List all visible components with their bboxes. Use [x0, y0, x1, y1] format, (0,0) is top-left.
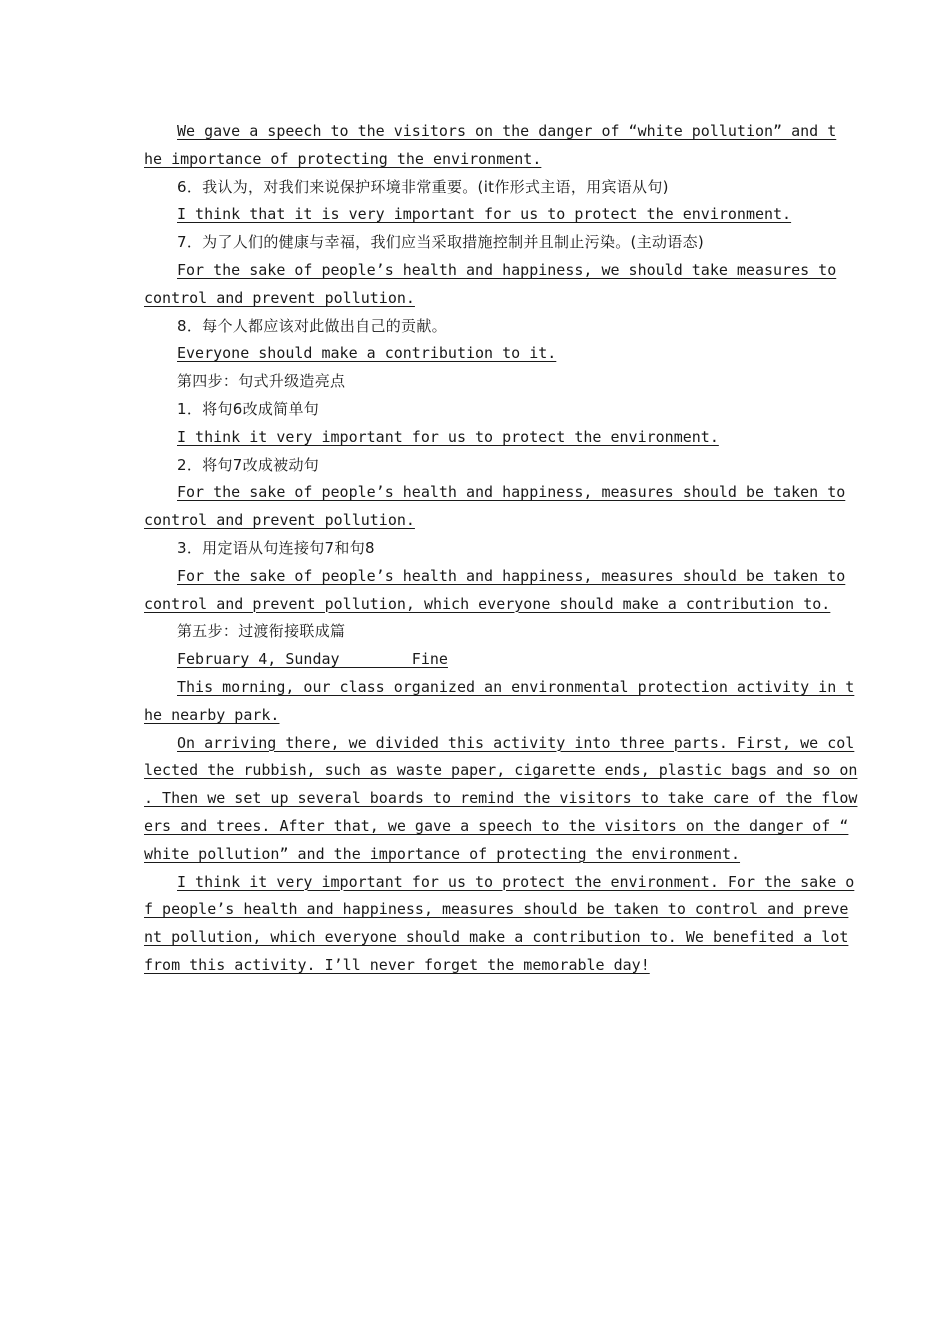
answer-text: I think that it is very important for us to protect the environment. — [177, 205, 792, 224]
text-line — [144, 396, 808, 424]
text-line — [144, 841, 808, 869]
text-line — [144, 424, 808, 452]
answer-text: I think it very important for us to protect the environment. — [177, 427, 719, 446]
text-line — [144, 563, 846, 591]
text-line — [144, 591, 831, 619]
question-text: 7．为了人们的健康与幸福，我们应当采取措施控制并且制止污染。(主动语态) — [177, 233, 705, 252]
text-line — [144, 730, 855, 758]
essay-text: On arriving there, we divided this activity into three parts. First, we col — [177, 733, 855, 752]
text-line — [144, 452, 808, 480]
text-line — [144, 702, 808, 730]
essay-text: I think it very important for us to protect the environment. For the sake o — [177, 872, 855, 891]
essay-text: ers and trees. After that, we gave a speech to the visitors on the danger of “ — [144, 816, 849, 835]
essay-text: he nearby park. — [144, 705, 280, 724]
text-line — [144, 201, 808, 229]
text-line — [144, 813, 849, 841]
answer-text: For the sake of people’s health and happiness, measures should be taken to — [177, 483, 846, 502]
text-line — [144, 869, 855, 897]
essay-text: from this activity. I’ll never forget the memorable day! — [144, 955, 650, 974]
essay-text: This morning, our class organized an environmental protection activity in t — [177, 677, 855, 696]
text-line — [144, 340, 808, 368]
text-line — [144, 646, 808, 674]
essay-text: nt pollution, which everyone should make a contribution to. We benefited a lot — [144, 928, 849, 947]
question-text: 6．我认为，对我们来说保护环境非常重要。(it作形式主语，用宾语从句) — [177, 177, 669, 196]
text-line — [144, 229, 808, 257]
text-line — [144, 618, 808, 646]
text-line — [144, 285, 808, 313]
text-line — [144, 146, 808, 174]
text-line — [144, 757, 858, 785]
answer-text: Everyone should make a contribution to it. — [177, 344, 557, 363]
text-line — [144, 952, 808, 980]
essay-text: lected the rubbish, such as waste paper, cigarette ends, plastic bags and so on — [144, 761, 858, 780]
document-page — [144, 118, 858, 980]
text-line — [144, 674, 855, 702]
essay-text: white pollution” and the importance of protecting the environment. — [144, 844, 741, 863]
text-line — [144, 313, 808, 341]
question-text: 2．将句7改成被动句 — [177, 455, 320, 474]
essay-text: f people’s health and happiness, measures should be taken to control and preve — [144, 900, 849, 919]
text-line — [144, 896, 849, 924]
answer-text: control and prevent pollution. — [144, 288, 415, 307]
question-text: 3．用定语从句连接句7和句8 — [177, 538, 375, 557]
question-text: 1．将句6改成简单句 — [177, 399, 320, 418]
section-heading: 第五步：过渡衔接联成篇 — [177, 622, 346, 641]
text-line — [144, 118, 837, 146]
question-text: 8．每个人都应该对此做出自己的贡献。 — [177, 316, 447, 335]
text-line — [144, 368, 808, 396]
text-line — [144, 507, 808, 535]
text-line — [144, 479, 846, 507]
answer-text: We gave a speech to the visitors on the danger of “white pollution” and t — [177, 122, 837, 140]
answer-text: For the sake of people’s health and happiness, we should take measures to — [177, 260, 837, 279]
text-line — [144, 535, 808, 563]
answer-text: control and prevent pollution, which everyone should make a contribution to. — [144, 594, 831, 613]
section-heading: 第四步：句式升级造亮点 — [177, 372, 346, 391]
text-line — [144, 785, 858, 813]
text-line — [144, 924, 849, 952]
diary-date: February 4, Sunday Fine — [177, 650, 448, 669]
answer-text: control and prevent pollution. — [144, 511, 415, 530]
text-line — [144, 174, 808, 202]
answer-text: he importance of protecting the environment. — [144, 149, 542, 168]
essay-text: . Then we set up several boards to remind the visitors to take care of the flow — [144, 789, 858, 808]
text-line — [144, 257, 837, 285]
answer-text: For the sake of people’s health and happiness, measures should be taken to — [177, 566, 846, 585]
